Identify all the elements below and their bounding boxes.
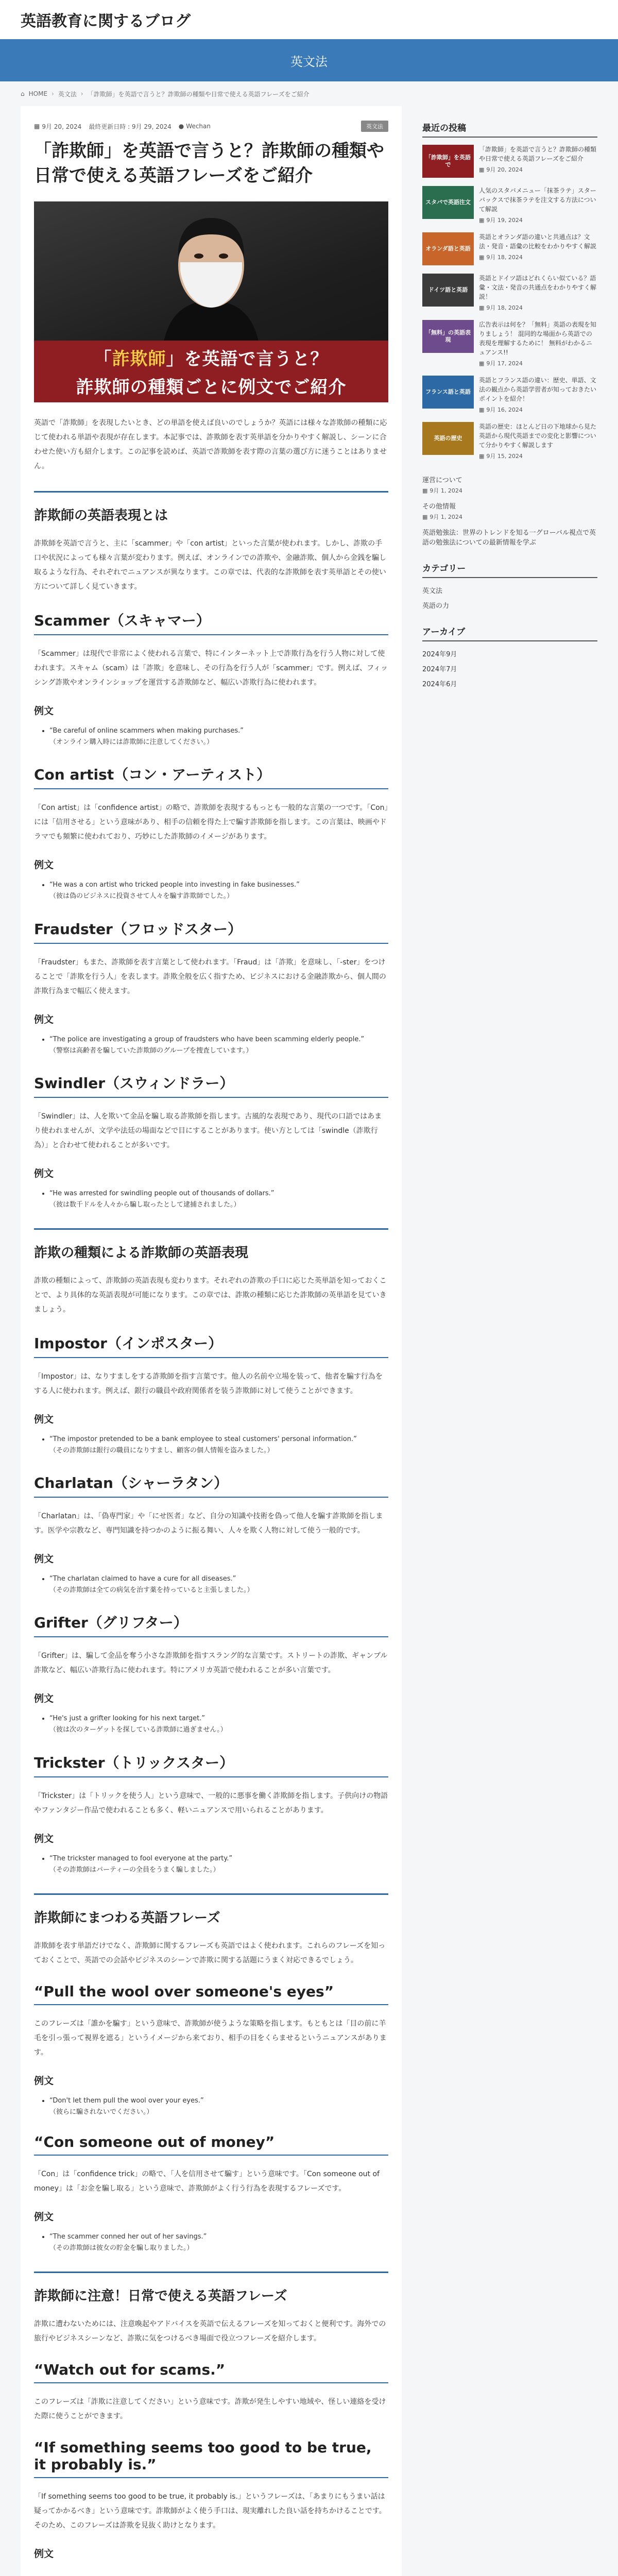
- section-heading: 詐欺師の英語表現とは: [34, 491, 388, 524]
- recent-post-date: 9月 18, 2024: [486, 254, 523, 261]
- example-english: • “The trickster managed to fool everyone at the party.”: [49, 1854, 233, 1862]
- example-item: [49, 1853, 388, 1876]
- recent-post-thumbnail[interactable]: 「無料」の英語表現: [422, 320, 474, 353]
- home-icon: ⌂: [21, 90, 25, 97]
- intro-paragraph: 英語で「詐欺師」を表現したいとき、どの単語を使えば良いのでしょうか？英語には様々な詐欺師の種類に応じて使われる単語や表現が存在します。本記事では、詐欺師を表す英単語を分かりやすく解説し、シーンに合わせた使い方も紹介します。この記事を読めば、英語で詐欺師を表す際の言葉の選び方に迷うことはありません。: [34, 419, 387, 471]
- example-list: [49, 1573, 388, 1596]
- subsection-heading: “If something seems too good to be true, it probably is.”: [34, 2439, 388, 2478]
- breadcrumb-separator: ›: [52, 90, 54, 97]
- calendar-icon: ▦: [479, 452, 485, 460]
- recent-post-date: 9月 17, 2024: [486, 360, 523, 367]
- subsection-description: 「Scammer」は現代で非常によく使われる言葉で、特にインターネット上で詐欺行為を行う人物に対して使われます。スキャム（scam）は「詐欺」を意味し、その行為を行う人が「scammer」です。例えば、フィッシング詐欺やオンラインショップを運営する詐欺師など、幅広い詐欺行為に使われます。: [34, 650, 388, 687]
- example-list: [49, 1434, 388, 1456]
- masked-figure-illustration: [151, 209, 271, 353]
- section-heading: 詐欺師にまつわる英語フレーズ: [34, 1893, 388, 1926]
- post-title: 「詐欺師」を英語で言うと？詐欺師の種類や日常で使える英語フレーズをご紹介: [34, 141, 384, 186]
- example-japanese: （彼は数千ドルを人々から騙し取ったとして逮捕されました。）: [49, 1200, 241, 1209]
- recent-post-thumbnail[interactable]: スタバで英語注文: [422, 186, 474, 219]
- subsection-description: 「Con artist」は「confidence artist」の略で、詐欺師を表現するもっとも一般的な言葉の一つです。「Con」には「信用させる」という意味があり、相手の信頼を得た上で騙す詐欺師を指します。この言葉は、映画やドラマでも頻繁に使われており、巧妙にした詐欺師のイメージがあります。: [34, 804, 388, 841]
- example-japanese: （警察は高齢者を騙していた詐欺師のグループを捜査しています。）: [49, 1046, 253, 1055]
- recent-post-thumbnail[interactable]: オランダ語と英語: [422, 232, 474, 265]
- example-list: [49, 2231, 388, 2254]
- subsection-heading: Impostor（インポスター）: [34, 1332, 388, 1358]
- user-icon: ●: [178, 123, 184, 130]
- example-label: 例文: [34, 1167, 54, 1179]
- example-japanese: （その詐欺師はパーティーの全員をうまく騙しました。）: [49, 1866, 220, 1874]
- recent-post-item[interactable]: [422, 376, 597, 414]
- subsection-description: 「Grifter」は、騙して金品を奪う小さな詐欺師を指すスラング的な言葉です。ストリートの詐欺、ギャンブル詐欺など、幅広い詐欺行為に使われます。特にアメリカ英語で使われることが多い言葉です。: [34, 1652, 388, 1675]
- recent-post-thumbnail[interactable]: 英語の歴史: [422, 422, 474, 455]
- subsection-heading: Con artist（コン・アーティスト）: [34, 764, 388, 789]
- subsection-heading: Swindler（スウィンドラー）: [34, 1072, 388, 1098]
- recent-post-item[interactable]: [422, 422, 597, 460]
- category-badge[interactable]: 英文法: [361, 121, 388, 132]
- sidebar: [422, 106, 597, 2576]
- calendar-icon: ▦: [479, 360, 485, 367]
- example-label: 例文: [34, 2075, 54, 2087]
- recent-posts-heading: 最近の投稿: [422, 121, 597, 138]
- section-intro: 詐欺師を英語で言うと、主に「scammer」や「con artist」といった言葉が使われます。しかし、詐欺の手口や状況によっても様々言葉が変わります。例えば、オンラインでの詐欺や、金融詐欺、個人から金銭を騙し取るような行為、それぞれでニュアンスが異なります。この章では、代表的な詐欺師を表す英単語とその使い方について詳しく見ていきます。: [34, 539, 387, 591]
- archive-link[interactable]: 2024年6月: [422, 681, 457, 688]
- example-item: [49, 1573, 388, 1596]
- example-japanese: （その詐欺師は銀行の職員になりすまし、顧客の個人情報を盗みました。）: [49, 1447, 274, 1455]
- archive-widget: [422, 624, 597, 688]
- subsection-description: 「Fraudster」もまた、詐欺師を表す言葉として使われます。「Fraud」は「詐欺」を意味し、「-ster」をつけることで「詐欺を行う人」を表します。詐欺全般を広く指すため、ビジネスにおける金融詐欺から、個人間の詐欺行為まで幅広く使えます。: [34, 958, 386, 995]
- site-header: [0, 0, 618, 39]
- category-nav: [0, 39, 618, 81]
- example-label: 例文: [34, 705, 54, 717]
- calendar-icon: ▦: [34, 123, 40, 130]
- eyecatch-highlight: 詐欺師: [112, 349, 166, 370]
- example-label: 例文: [34, 1833, 54, 1844]
- recent-post-date: 9月 19, 2024: [486, 217, 523, 224]
- eyecatch-banner: 「詐欺師」を英語で言うと？ 詐欺師の種類ごとに例文でご紹介: [34, 341, 388, 402]
- example-label: 例文: [34, 1553, 54, 1565]
- recent-post-date: 9月 18, 2024: [486, 304, 523, 311]
- example-item: [49, 725, 388, 748]
- calendar-icon: ▦: [422, 513, 428, 520]
- subsection-heading: Scammer（スキャマー）: [34, 609, 388, 635]
- example-item: [49, 2231, 388, 2254]
- recent-post-title[interactable]: 英語の歴史：ほとんど日の下地球から見た英語から現代英語までの変化と影響について分かりやすく解説します: [479, 423, 597, 449]
- example-english: • “He's just a grifter looking for his next target.”: [49, 1715, 205, 1723]
- recent-posts-widget: [422, 121, 597, 460]
- calendar-icon: ▦: [479, 166, 485, 173]
- recent-post-title[interactable]: 英語とドイツ語はどれくらい似ている？語彙・文法・発音の共通点をわかりやすく解説！: [479, 275, 597, 300]
- recent-post-item[interactable]: [422, 274, 597, 312]
- subsection-description: 「Trickster」は「トリックを使う人」という意味で、一般的に悪事を働く詐欺師を指します。子供向けの物語やファンタジー作品で使われることも多く、軽いニュアンスで用いられることがあります。: [34, 1791, 388, 1815]
- example-english: • “He was a con artist who tricked people into investing in fake businesses.”: [49, 881, 300, 889]
- example-label: 例文: [34, 1013, 54, 1025]
- example-english: • “The charlatan claimed to have a cure for all diseases.”: [49, 1575, 236, 1583]
- calendar-icon: ▦: [479, 253, 485, 261]
- example-label: 例文: [34, 1693, 54, 1705]
- calendar-icon: ▦: [479, 304, 485, 311]
- example-item: [49, 1434, 388, 1456]
- example-label: 例文: [34, 1413, 54, 1425]
- recent-post-title[interactable]: 英語とオランダ語の違いと共通点は？文法・発音・語彙の比較をわかりやすく解説: [479, 233, 597, 250]
- content-wrapper: [0, 106, 618, 2576]
- recent-post-title[interactable]: 英語とフランス語の違い：歴史、単語、文法の観点から英語学習者が知っておきたいポイントを紹介！: [479, 377, 597, 402]
- subsection-description: 「Charlatan」は、「偽専門家」や「にせ医者」など、自分の知識や技術を偽って他人を騙す詐欺師を指します。医学や宗教など、専門知識を持つかのように振る舞い、人々を欺く人物に対して使う一般的です。: [34, 1512, 383, 1535]
- calendar-icon: ▦: [479, 216, 485, 224]
- section-heading: 詐欺師に注意！日常で使える英語フレーズ: [34, 2272, 388, 2304]
- example-item: [49, 1034, 388, 1057]
- breadcrumb-category[interactable]: 英文法: [58, 90, 77, 98]
- recent-post-item[interactable]: [422, 320, 597, 367]
- subsection-heading: “Pull the wool over someone's eyes”: [34, 1983, 388, 2005]
- example-japanese: （彼らに騙されないでください。）: [49, 2108, 153, 2116]
- subsection-heading: Grifter（グリフター）: [34, 1612, 388, 1637]
- recent-post-thumbnail[interactable]: 「詐欺師」を英語で: [422, 145, 474, 178]
- breadcrumb-home[interactable]: HOME: [28, 90, 48, 97]
- example-label: 例文: [34, 2548, 54, 2560]
- recent-post-date: 9月 16, 2024: [486, 406, 523, 413]
- about-link[interactable]: 運営について: [422, 477, 462, 484]
- example-english: • “Be careful of online scammers when making purchases.”: [49, 727, 244, 735]
- author-link[interactable]: Wechan: [186, 123, 211, 130]
- section-heading: 詐欺の種類による詐欺師の英語表現: [34, 1228, 388, 1261]
- subsection-description: 「Swindler」は、人を欺いて金品を騙し取る詐欺師を指します。古風的な表現であり、現代の口語ではあまり使われませんが、文学や法廷の場面などで目にすることがあります。使い方としては「swindle（詐欺行為）」と合わせて使われることが多いです。: [34, 1112, 382, 1149]
- eyecatch-image: [34, 201, 388, 402]
- subsection-heading: Charlatan（シャーラタン）: [34, 1472, 388, 1498]
- subsection-heading: “Watch out for scams.”: [34, 2361, 388, 2383]
- example-item: [49, 1713, 388, 1736]
- popular-link[interactable]: 英語勉強法：世界のトレンドを知る一グローバル視点で英語の勉強法についての最新情報を学ぶ: [422, 529, 596, 547]
- archive-link[interactable]: 2024年9月: [422, 651, 457, 658]
- subsection-heading: Trickster（トリックスター）: [34, 1752, 388, 1777]
- others-link[interactable]: その他情報: [422, 503, 456, 511]
- archive-link[interactable]: 2024年7月: [422, 666, 457, 673]
- example-list: [49, 1034, 388, 1057]
- recent-post-title[interactable]: 「詐欺師」を英語で言うと？詐欺師の種類や日常で使える英語フレーズをご紹介: [479, 146, 597, 162]
- site-title[interactable]: 英語教育に関するブログ: [21, 12, 191, 30]
- example-list: [49, 1188, 388, 1211]
- section-intro: 詐欺に遭わないためには、注意喚起やアドバイスを英語で伝えるフレーズを知っておくと便利です。海外での旅行やビジネスシーンなど、詐欺に気をつけるべき場面で役立つフレーズを紹介します。: [34, 2320, 386, 2343]
- example-item: [49, 2095, 388, 2118]
- eyecatch-line2: 詐欺師の種類ごとに例文でご紹介: [76, 377, 347, 398]
- breadcrumb-separator: ›: [80, 90, 83, 97]
- recent-post-title[interactable]: 広告表示は何を？「無料」英語の表現を知りましょう！ 混同的な場面から英語での表現を理解するために！ 無料がわかるニュアンス!!: [479, 321, 597, 356]
- example-japanese: （その詐欺師は全ての病気を治す薬を持っていると主張しました。）: [49, 1586, 254, 1595]
- article: [21, 106, 402, 2576]
- calendar-icon: ▦: [422, 487, 428, 494]
- example-english: • “The police are investigating a group of fraudsters who have been scamming elderly people.”: [49, 1035, 365, 1043]
- recent-post-item[interactable]: [422, 145, 597, 178]
- subsection-description: このフレーズは「詐欺に注意してください」という意味です。詐欺が発生しやすい地域や、怪しい連絡を受けた際に使うことができます。: [34, 2398, 386, 2421]
- example-item: [49, 1188, 388, 1211]
- example-english: • “Don't let them pull the wool over your eyes.”: [49, 2096, 204, 2105]
- recent-post-title[interactable]: 人気のスタバメニュー「抹茶ラテ」スターバックスで抹茶ラテを注文する方法について解説: [479, 187, 596, 213]
- example-list: [49, 1853, 388, 1876]
- section-intro: 詐欺の種類によって、詐欺師の英語表現も変わります。それぞれの詐欺の手口に応じた英単語を知っておくことで、より具体的な英語表現が可能になります。この章では、詐欺の種類に応じた詐欺師の英単語を見ていきましょう。: [34, 1276, 387, 1314]
- breadcrumb-current: 「詐欺師」を英語で言うと？詐欺師の種類や日常で使える英語フレーズをご紹介: [87, 90, 310, 98]
- subsection-heading: Fraudster（フロッドスター）: [34, 918, 388, 944]
- example-japanese: （彼は偽のビジネスに投資させて人々を騙す詐欺師でした。）: [49, 892, 234, 901]
- pages-widget: 運営について ▦ 9月 1, 2024 その他情報 ▦ 9月 1, 2024 英語勉強法：世界のトレンドを知る一グローバル視点で英語の勉強法についての最新情報を学ぶ: [422, 474, 597, 547]
- recent-post-date: 9月 15, 2024: [486, 453, 523, 460]
- section-intro: 詐欺師を表す単語だけでなく、詐欺師に関するフレーズも英語ではよく使われます。これらのフレーズを知っておくことで、英語での会話やビジネスのシーンで詐欺に関する話題にうまく対応できるでしょう。: [34, 1941, 386, 1964]
- category-heading: カテゴリー: [422, 561, 597, 578]
- example-item: [49, 879, 388, 902]
- breadcrumb: [0, 81, 618, 106]
- updated-date: 最終更新日時 : 9月 29, 2024: [89, 123, 171, 130]
- publish-date: 9月 20, 2024: [42, 123, 82, 130]
- example-japanese: （その詐欺師は彼女の貯金を騙し取りました。）: [49, 2244, 194, 2252]
- subsection-heading: “Con someone out of money”: [34, 2133, 388, 2156]
- subsection-description: 「If something seems too good to be true, it probably is.」というフレーズは、「あまりにもうまい話は疑ってかかるべき」という意味です。詐欺師がよく使う手口は、現実離れした良い話を持ちかけることです。そのため、このフレーズは詐欺を見抜く助けとなります。: [34, 2493, 386, 2530]
- recent-post-item[interactable]: [422, 232, 597, 265]
- post-meta: [34, 121, 388, 132]
- article-sections: [34, 491, 388, 2560]
- recent-post-item[interactable]: [422, 186, 597, 224]
- nav-item-eibunpo[interactable]: 英文法: [290, 54, 328, 69]
- example-japanese: （オンライン購入時には詐欺師に注意してください。）: [49, 738, 214, 747]
- example-english: • “The impostor pretended to be a bank employee to steal customers' personal information.”: [49, 1435, 357, 1443]
- example-list: [49, 725, 388, 748]
- calendar-icon: ▦: [479, 406, 485, 413]
- category-widget: [422, 561, 597, 610]
- category-link[interactable]: 英文法: [422, 587, 443, 595]
- example-english: • “He was arrested for swindling people out of thousands of dollars.”: [49, 1189, 274, 1197]
- subsection-description: 「Impostor」は、なりすましをする詐欺師を指す言葉です。他人の名前や立場を装って、他者を騙す行為をする人に使われます。例えば、銀行の職員や政府関係者を装う詐欺師に対して使うことができます。: [34, 1372, 383, 1395]
- recent-post-thumbnail[interactable]: フランス語と英語: [422, 376, 474, 409]
- example-label: 例文: [34, 859, 54, 871]
- subsection-description: 「Con」は「confidence trick」の略で、「人を信用させて騙す」という意味です。「Con someone out of money」は「お金を騙し取る」という意味で、詐欺師がよく行う行為を表現するフレーズです。: [34, 2170, 380, 2193]
- example-list: [49, 2095, 388, 2118]
- example-japanese: （彼は次のターゲットを探している詐欺師に過ぎません。）: [49, 1726, 227, 1734]
- recent-post-thumbnail[interactable]: ドイツ語と英語: [422, 274, 474, 307]
- category-link[interactable]: 英語の力: [422, 602, 450, 610]
- example-list: [49, 1713, 388, 1736]
- example-list: [49, 879, 388, 902]
- subsection-description: このフレーズは「誰かを騙す」という意味で、詐欺師が使うような策略を指します。もともとは「目の前に羊毛を引っ張って視界を遮る」というイメージから来ており、相手の目をくらませるというニュアンスがあります。: [34, 2019, 387, 2057]
- example-label: 例文: [34, 2211, 54, 2223]
- archive-heading: アーカイブ: [422, 624, 597, 641]
- recent-post-date: 9月 20, 2024: [486, 166, 523, 173]
- example-english: • “The scammer conned her out of her savings.”: [49, 2232, 207, 2241]
